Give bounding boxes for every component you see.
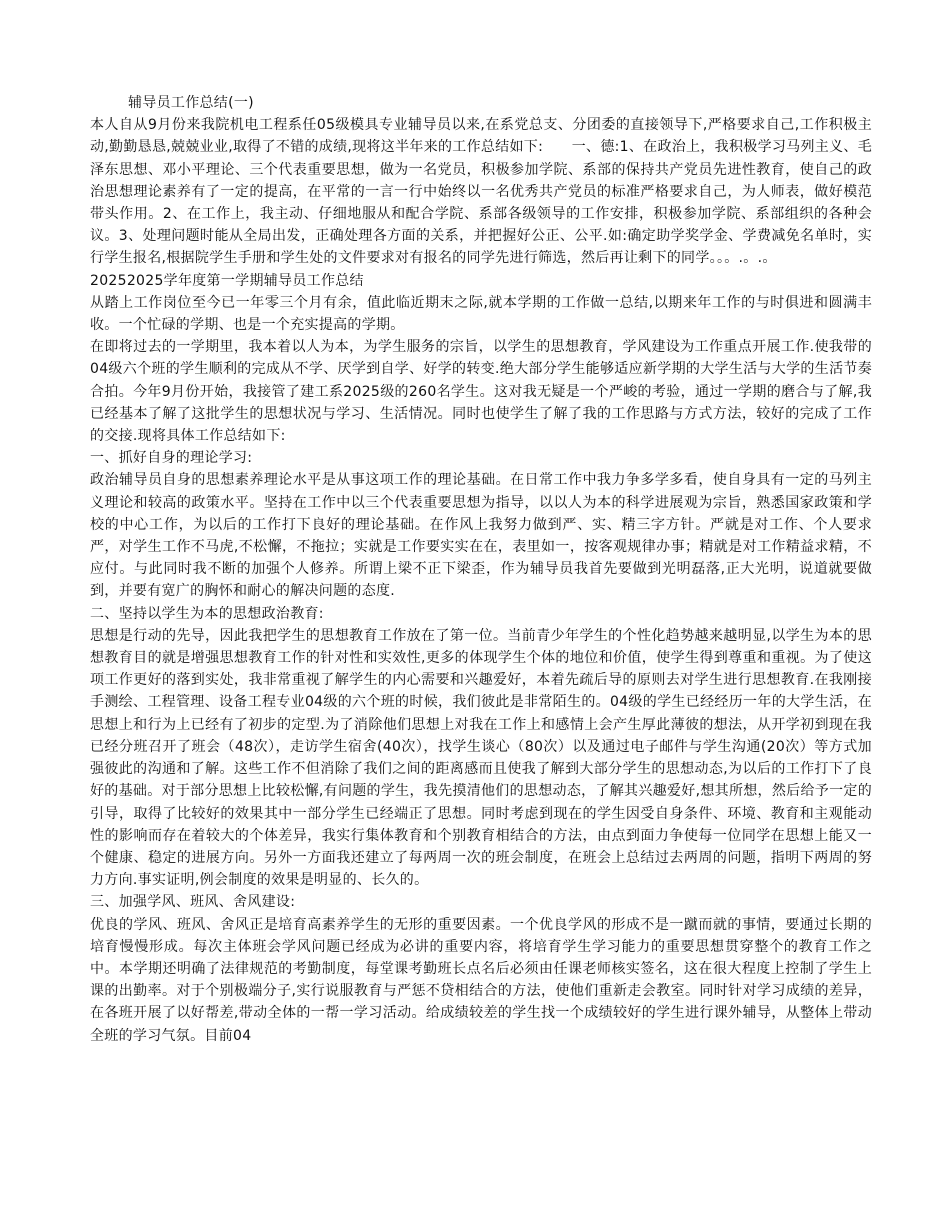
section-heading-semester-summary: 20252025学年度第一学期辅导员工作总结 (90, 272, 364, 289)
section-heading-study-style: 三、加强学风、班风、舍风建设: (90, 894, 296, 911)
paragraph-overview: 在即将过去的一学期里，我本着以人为本，为学生服务的宗旨，以学生的思想教育，学风建设为工作重点开展工作.使我带的04级六个班的学生顺利的完成从不学、厌学到自学、好学的转变.绝大部分学生能够适应新学期的大学生活与大学的生活节奏合拍。今年9月份开始，我接管了建工系2025级的260名学生。这对我无疑是一个严峻的考验，通过一学期的磨合与了解,我已经基本了解了这批学生的思想状况与学习、生活情况。同时也使学生了解了我的工作思路与方式方法，较好的完成了工作的交接.现将具体工作总结如下: (90, 339, 872, 445)
document-body (90, 92, 872, 1047)
paragraph-theory-study: 政治辅导员自身的思想素养理论水平是从事这项工作的理论基础。在日常工作中我力争多学多看，使自身具有一定的马列主义理论和较高的政策水平。坚持在工作中以三个代表重要思想为指导，以以人为本的科学进展观为宗旨，熟悉国家政策和学校的中心工作，为以后的工作打下良好的理论基础。在作风上我努力做到严、实、精三字方针。严就是对工作、个人要求严，对学生工作不马虎,不松懈，不拖拉；实就是工作要实实在在，表里如一，按客观规律办事；精就是对工作精益求精，不应付。与此同时我不断的加强个人修养。所谓上梁不正下梁歪，作为辅导员我首先要做到光明磊落,正大光明，说道就要做到，并要有宽广的胸怀和耐心的解决问题的态度. (90, 472, 872, 600)
paragraph-study-style: 优良的学风、班风、舍风正是培育高素养学生的无形的重要因素。一个优良学风的形成不是一蹴而就的事情，要通过长期的培育慢慢形成。每次主体班会学风问题已经成为必讲的重要内容，将培育学生学习能力的重要思想贯穿整个的教育工作之中。本学期还明确了法律规范的考勤制度，每堂课考勤班长点名后必须由任课老师核实签名，这在很大程度上控制了学生上课的出勤率。对于个别极端分子,实行说服教育与严惩不贷相结合的方法，使他们重新走会教室。同时针对学习成绩的差异，在各班开展了以好帮差,带动全体的一帮一学习活动。给成绩较差的学生找一个成绩较好的学生进行课外辅导，从整体上带动全班的学习气氛。目前04 (90, 916, 872, 1044)
section-heading-theory-study: 一、抓好自身的理论学习: (90, 450, 253, 467)
section-heading-ideological-education: 二、坚持以学生为本的思想政治教育: (90, 605, 324, 622)
paragraph-intro: 本人自从9月份来我院机电工程系任05级模具专业辅导员以来,在系党总支、分团委的直接领导下,严格要求自己,工作积极主动,勤勤恳恳,兢兢业业,取得了不错的成绩,现将这半年来的工作总结如下: 一、德:1、在政治上，我积极学习马列主义、毛泽东思想、邓小平理论、三个代表重要思想，做为一名党员，积极参加学院、系部的保持共产党员先进性教育，使自己的政治思想理论素养有了一定的提高，在平常的一言一行中始终以一名优秀共产党员的标准严格要求自己，为人师表，做好模范带头作用。2、在工作上，我主动、仔细地服从和配合学院、系部各级领导的工作安排，积极参加学院、系部组织的各种会议。3、处理问题时能从全局出发，正确处理各方面的关系，并把握好公正、公平.如:确定助学奖学金、学费减免名单时，实行学生报名,根据院学生手册和学生处的文件要求对有报名的同学先进行筛选，然后再让剩下的同学。。。.。.。 (90, 117, 872, 267)
paragraph-opening: 从踏上工作岗位至今已一年零三个月有余，值此临近期末之际,就本学期的工作做一总结,以期来年工作的与时俱进和圆满丰收。一个忙碌的学期、也是一个充实提高的学期。 (90, 294, 872, 334)
document-title: 辅导员工作总结(一) (128, 95, 254, 111)
paragraph-ideological-education: 思想是行动的先导，因此我把学生的思想教育工作放在了第一位。当前青少年学生的个性化趋势越来越明显,以学生为本的思想教育目的就是增强思想教育工作的针对性和实效性,更多的体现学生个体的地位和价值，使学生得到尊重和重视。为了使这项工作更好的落到实处，我非常重视了解学生的内心需要和兴趣爱好，本着先疏后导的原则去对学生进行思想教育.在我刚接手测绘、工程管理、设备工程专业04级的六个班的时候，我们彼此是非常陌生的。04级的学生已经经历一年的大学生活，在思想上和行为上已经有了初步的定型.为了消除他们思想上对我在工作上和感情上会产生厚此薄彼的想法，从开学初到现在我已经分班召开了班会（48次），走访学生宿舍(40次），找学生谈心（80次）以及通过电子邮件与学生沟通(20次）等方式加强彼此的沟通和了解。这些工作不但消除了我们之间的距离感而且使我了解到大部分学生的思想动态,为以后的工作打下了良好的基础。对于部分思想上比较松懈,有问题的学生，我先摸清他们的思想动态，了解其兴趣爱好,想其所想，然后给予一定的引导，取得了比较好的效果其中一部分学生已经端正了思想。同时考虑到现在的学生因受自身条件、环境、教育和主观能动性的影响而存在着较大的个体差异，我实行集体教育和个别教育相结合的方法，由点到面力争使每一位同学在思想上能又一个健康、稳定的进展方向。另外一方面我还建立了每两周一次的班会制度，在班会上总结过去两周的问题，指明下两周的努力方向.事实证明,例会制度的效果是明显的、长久的。 (90, 627, 872, 889)
